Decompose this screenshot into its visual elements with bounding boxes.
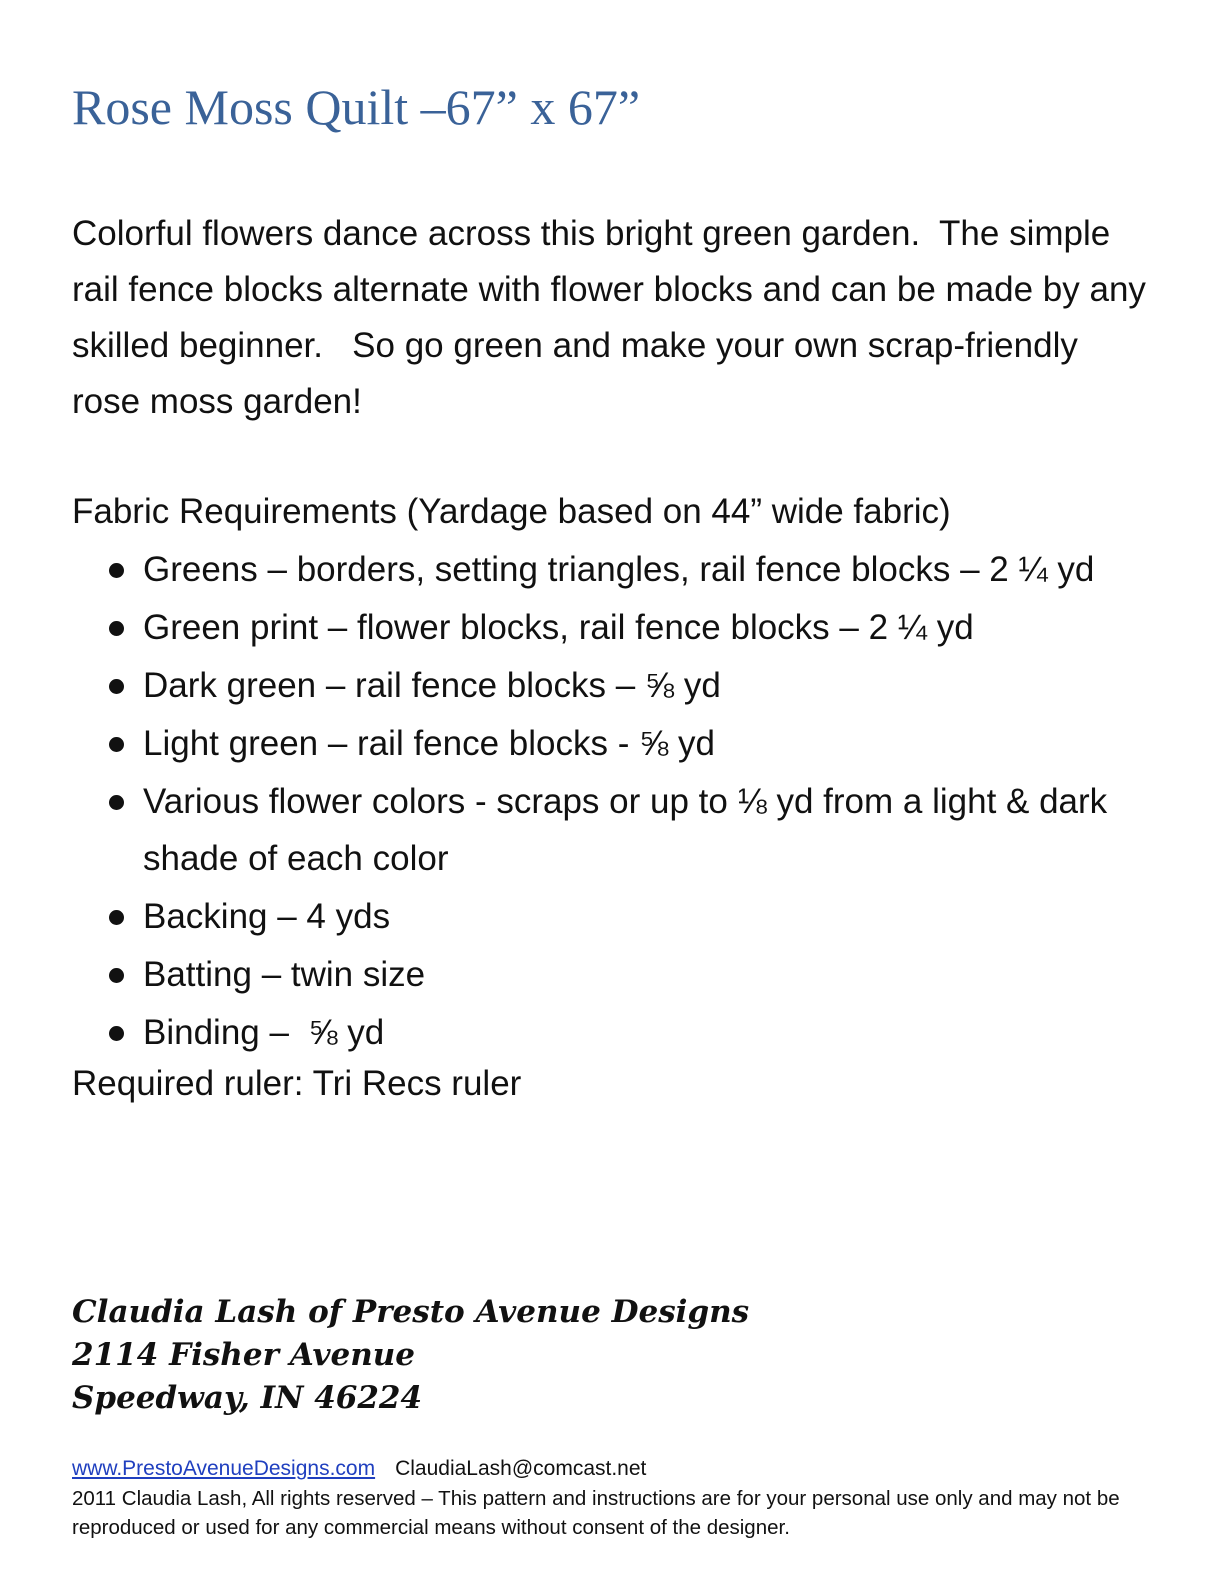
designer-city: Speedway, IN 46224 bbox=[72, 1380, 423, 1416]
website-link[interactable]: www.PrestoAvenueDesigns.com bbox=[72, 1457, 376, 1480]
bullet-icon bbox=[109, 563, 124, 578]
list-item bbox=[72, 1005, 1162, 1062]
bullet-icon bbox=[109, 910, 124, 925]
bullet-icon bbox=[109, 968, 124, 983]
list-item bbox=[72, 947, 1162, 1004]
fabric-requirements-list bbox=[72, 542, 1162, 1063]
list-item bbox=[72, 889, 1162, 946]
intro-paragraph: Colorful flowers dance across this bright green garden. The simple rail fence blocks alternate with flower blocks and can be made by any skilled beginner. So go green and make your own scrap-friendly rose moss garden! bbox=[72, 214, 1156, 421]
fabric-item-text: Binding – ⅝ yd bbox=[143, 1012, 385, 1052]
bullet-icon bbox=[109, 737, 124, 752]
contact-line bbox=[72, 1455, 646, 1482]
copyright-notice: 2011 Claudia Lash, All rights reserved – This pattern and instructions are for your personal use only and may not be reproduced or used for any commercial means without consent of the designer. bbox=[72, 1487, 1120, 1539]
fabric-requirements-heading: Fabric Requirements (Yardage based on 44” wide fabric) bbox=[72, 492, 951, 531]
fabric-item-text: Dark green – rail fence blocks – ⅝ yd bbox=[143, 666, 721, 705]
required-ruler: Required ruler: Tri Recs ruler bbox=[72, 1064, 522, 1103]
list-item bbox=[72, 600, 1162, 657]
designer-address bbox=[72, 1291, 749, 1420]
fabric-item-text: Light green – rail fence blocks - ⅝ yd bbox=[143, 724, 715, 763]
bullet-icon bbox=[109, 621, 124, 636]
list-item bbox=[72, 658, 1162, 715]
list-item bbox=[72, 542, 1162, 599]
bullet-icon bbox=[109, 679, 124, 694]
designer-name: Claudia Lash of Presto Avenue Designs bbox=[72, 1294, 750, 1330]
list-item bbox=[72, 774, 1162, 887]
fabric-item-text: Backing – 4 yds bbox=[143, 896, 391, 936]
fabric-item-text: Batting – twin size bbox=[143, 954, 426, 994]
email-address: ClaudiaLash@comcast.net bbox=[395, 1457, 647, 1480]
page-title: Rose Moss Quilt –67” x 67” bbox=[72, 79, 641, 135]
designer-street: 2114 Fisher Avenue bbox=[72, 1337, 416, 1373]
fabric-item-text: Various flower colors - scraps or up to ⅛ yd from a light & dark shade of each color bbox=[143, 782, 1117, 878]
bullet-icon bbox=[109, 795, 124, 810]
fabric-item-text: Green print – flower blocks, rail fence blocks – 2 ¼ yd bbox=[143, 608, 974, 647]
fabric-item-text: Greens – borders, setting triangles, rail fence blocks – 2 ¼ yd bbox=[143, 550, 1095, 589]
list-item bbox=[72, 716, 1162, 773]
bullet-icon bbox=[109, 1026, 124, 1041]
